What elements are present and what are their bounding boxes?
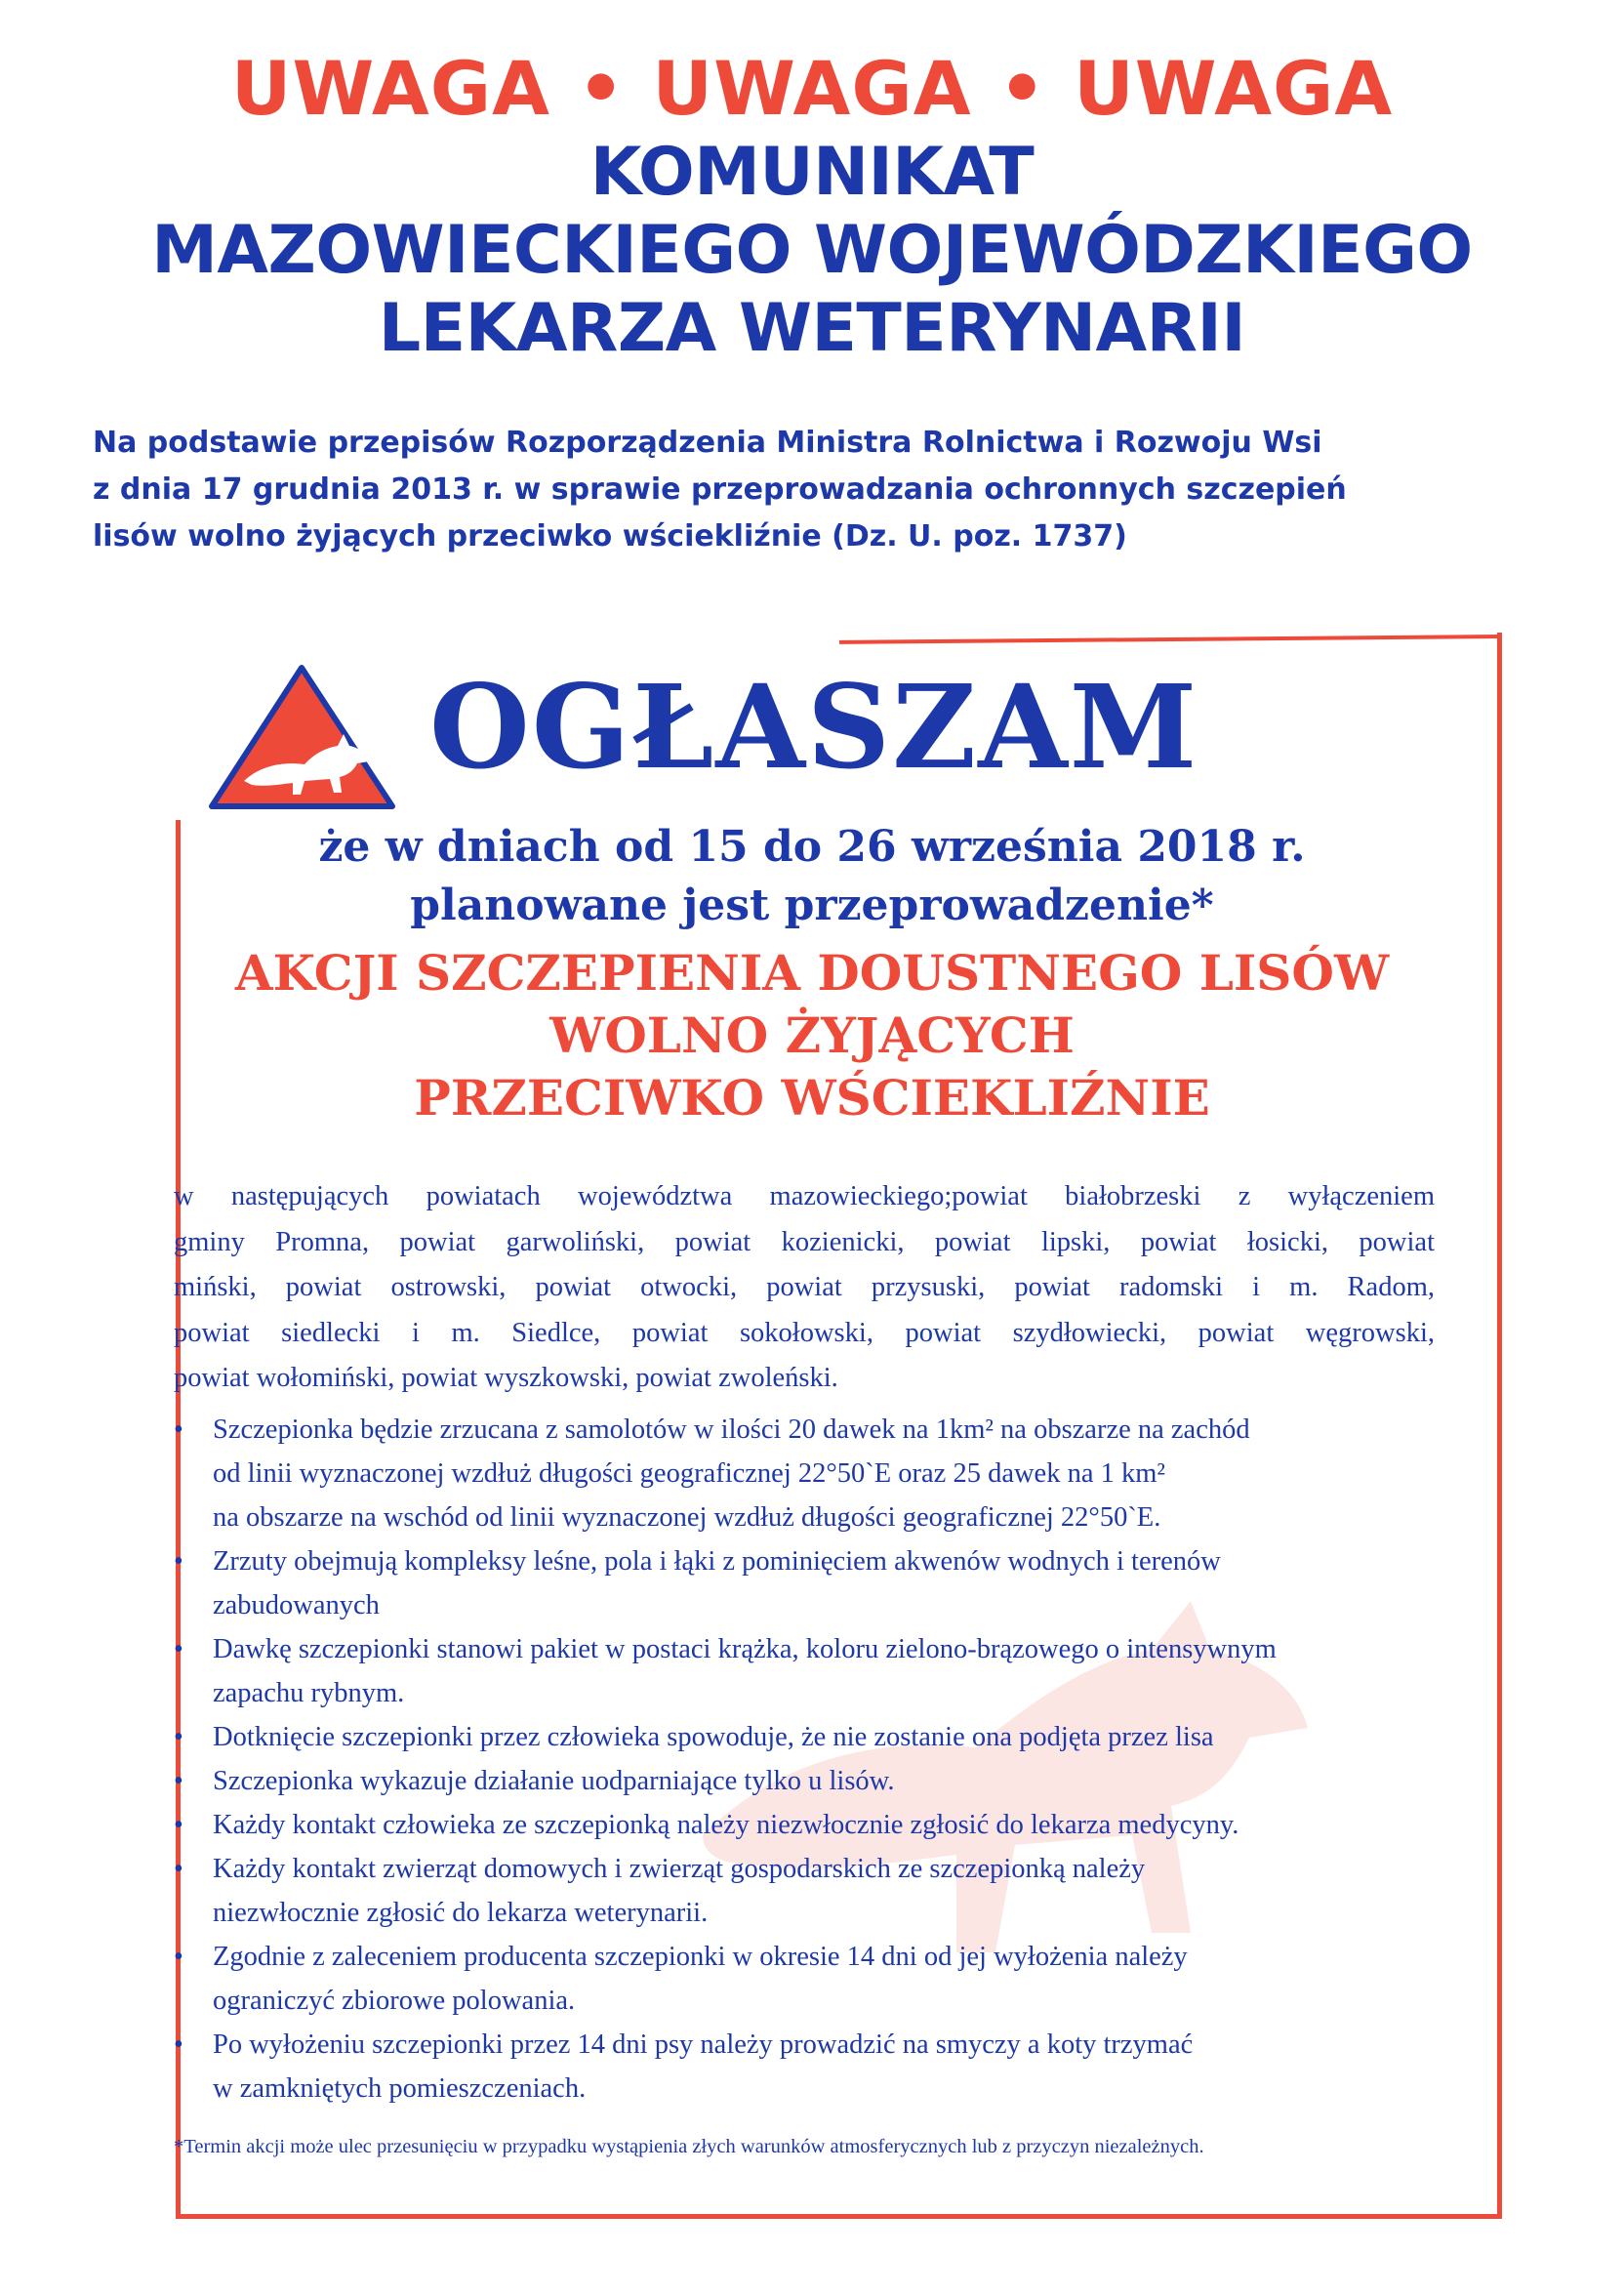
list-item-line: od linii wyznaczonej wzdłuż długości geograficznej 22°50`E oraz 25 dawek na 1 km²: [213, 1458, 1165, 1489]
districts-paragraph: [174, 1174, 1435, 1402]
list-item-line: niezwłocznie zgłosić do lekarza weterynarii.: [213, 1898, 709, 1928]
action-title-line: AKCJI SZCZEPIENIA DOUSTNEGO LISÓW: [234, 944, 1390, 1002]
list-item: [174, 1759, 1435, 1803]
komunikat-line-2: MAZOWIECKIEGO WOJEWÓDZKIEGO: [151, 212, 1473, 289]
legal-basis-line: Na podstawie przepisów Rozporządzenia Ministra Rolnictwa i Rozwoju Wsi: [93, 426, 1322, 460]
list-item: [174, 2023, 1435, 2111]
districts-line: powiat wołomiński, powiat wyszkowski, powiat zwoleński.: [174, 1363, 838, 1393]
list-item: [174, 1408, 1435, 1539]
frame-top-border: [839, 635, 1500, 644]
list-item-line: • Zrzuty obejmują kompleksy leśne, pola i łąki z pominięciem akwenów wodnych i terenów: [213, 1546, 1221, 1577]
legal-basis-line: lisów wolno żyjących przeciwko wściekliźnie (Dz. U. poz. 1737): [93, 519, 1127, 554]
list-item: [174, 1627, 1435, 1715]
action-title: [0, 942, 1624, 1129]
list-item-line: • Szczepionka wykazuje działanie uodparniające tylko u lisów.: [213, 1766, 895, 1796]
instructions-list: [174, 1408, 1435, 2111]
list-item-line: w zamkniętych pomieszczeniach.: [213, 2073, 587, 2104]
list-item-line: • Dotknięcie szczepionki przez człowieka spowoduje, że nie zostanie ona podjęta przez lisa: [213, 1722, 1214, 1752]
list-item: [174, 1715, 1435, 1759]
fox-warning-triangle-icon: [207, 664, 397, 810]
dates-line: że w dniach od 15 do 26 września 2018 r.: [318, 822, 1306, 872]
announcement-dates: [0, 818, 1624, 935]
districts-line: gminy Promna, powiat garwoliński, powiat kozienicki, powiat lipski, powiat łosicki, powiat: [174, 1226, 1435, 1257]
list-item-line: na obszarze na wschód od linii wyznaczonej wzdłuż długości geograficznej 22°50`E.: [213, 1502, 1161, 1533]
list-item-line: • Po wyłożeniu szczepionki przez 14 dni psy należy prowadzić na smyczy a koty trzymać: [213, 2030, 1194, 2060]
action-title-line: PRZECIWKO WŚCIEKLIŹNIE: [414, 1069, 1210, 1127]
list-item-line: zabudowanych: [213, 1590, 380, 1620]
list-item-line: • Każdy kontakt człowieka ze szczepionką należy niezwłocznie zgłosić do lekarza medycyny.: [213, 1810, 1239, 1840]
list-item: [174, 1539, 1435, 1627]
list-item-line: • Dawkę szczepionki stanowi pakiet w postaci krążka, koloru zielono-brązowego o intensywnym: [213, 1634, 1277, 1664]
list-item-line: • Każdy kontakt zwierząt domowych i zwierząt gospodarskich ze szczepionką należy: [213, 1854, 1146, 1884]
list-item-line: • Zgodnie z zaleceniem producenta szczepionki w okresie 14 dni od jej wyłożenia należy: [213, 1942, 1188, 1972]
komunikat-line-3: LEKARZA WETERYNARII: [378, 290, 1246, 367]
districts-line: powiat siedlecki i m. Siedlce, powiat sokołowski, powiat szydłowiecki, powiat węgrowski,: [174, 1317, 1435, 1348]
legal-basis: [93, 420, 1537, 560]
districts-line: miński, powiat ostrowski, powiat otwocki, powiat przysuski, powiat radomski i m. Radom,: [174, 1272, 1435, 1302]
warning-heading: UWAGA • UWAGA • UWAGA: [230, 45, 1394, 132]
footnote: *Termin akcji może ulec przesunięciu w przypadku wystąpienia złych warunków atmosferycznych lub z przyczyn niezależnych.: [174, 2136, 1204, 2157]
poster-header: [0, 44, 1624, 368]
list-item-line: zapachu rybnym.: [213, 1678, 405, 1708]
dates-line: planowane jest przeprowadzenie*: [410, 881, 1214, 930]
action-title-line: WOLNO ŻYJĄCYCH: [549, 1006, 1075, 1064]
announcement-title: OGŁASZAM: [429, 659, 1199, 795]
list-item: [174, 1935, 1435, 2023]
list-item: [174, 1803, 1435, 1847]
list-item-line: ograniczyć zbiorowe polowania.: [213, 1986, 576, 2016]
districts-line: w następujących powiatach województwa mazowieckiego;powiat białobrzeski z wyłączeniem: [174, 1181, 1435, 1211]
list-item-line: • Szczepionka będzie zrzucana z samolotów w ilości 20 dawek na 1km² na obszarze na zachód: [213, 1414, 1250, 1445]
komunikat-line-1: KOMUNIKAT: [589, 134, 1035, 211]
list-item: [174, 1847, 1435, 1935]
frame-bottom-border: [176, 2214, 1502, 2219]
legal-basis-line: z dnia 17 grudnia 2013 r. w sprawie przeprowadzania ochronnych szczepień: [93, 472, 1347, 507]
